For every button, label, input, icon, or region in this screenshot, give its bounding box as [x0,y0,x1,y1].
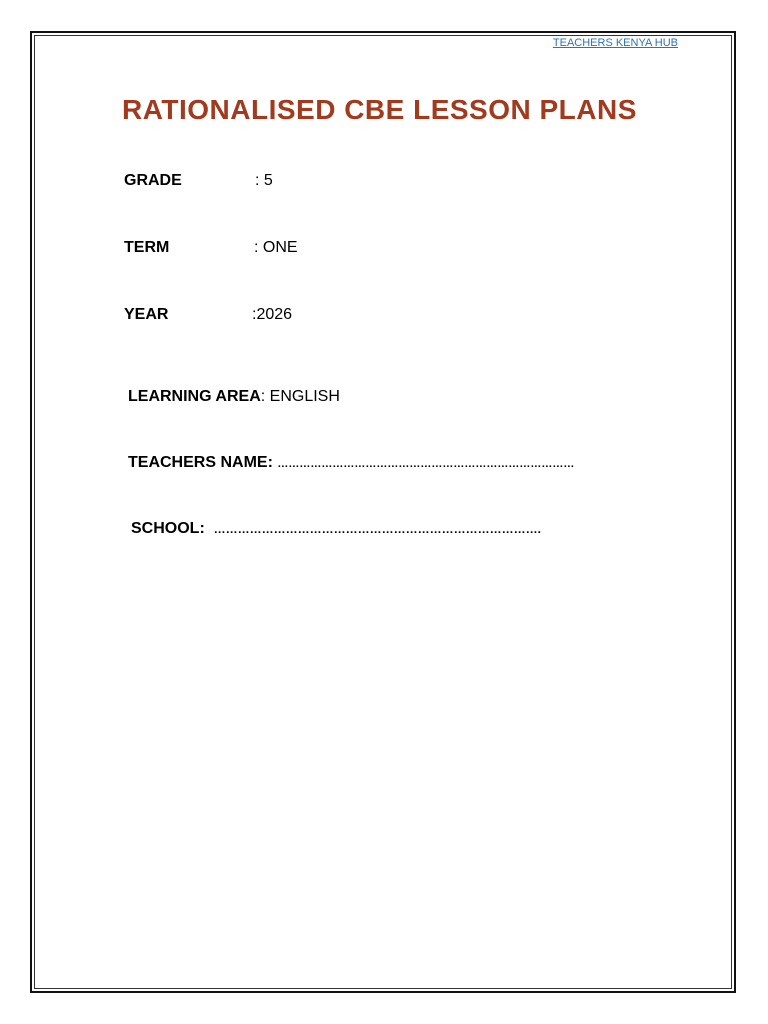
term-label: TERM [124,239,170,256]
grade-label: GRADE [124,172,182,189]
teachers-name-row [128,454,574,472]
term-value: : ONE [254,239,298,256]
page-title: RATIONALISED CBE LESSON PLANS [122,94,637,125]
learning-area-row [128,388,340,406]
learning-area-label: LEARNING AREA [128,388,261,405]
teachers-name-label: TEACHERS NAME: [128,454,273,471]
year-value: :2026 [252,306,293,323]
grade-value: : 5 [255,172,273,189]
year-row [124,306,293,324]
school-label: SCHOOL: [131,520,205,537]
teachers-name-blank: ……………………………………………………………………… [277,458,575,470]
teachers-kenya-hub-link[interactable]: TEACHERS KENYA HUB [552,37,678,49]
term-row [124,239,298,257]
school-blank: ………………………………………………………………………. [213,522,542,536]
learning-area-value: : ENGLISH [260,388,340,405]
year-label: YEAR [124,306,169,323]
school-row [131,520,541,538]
grade-row [124,172,273,190]
